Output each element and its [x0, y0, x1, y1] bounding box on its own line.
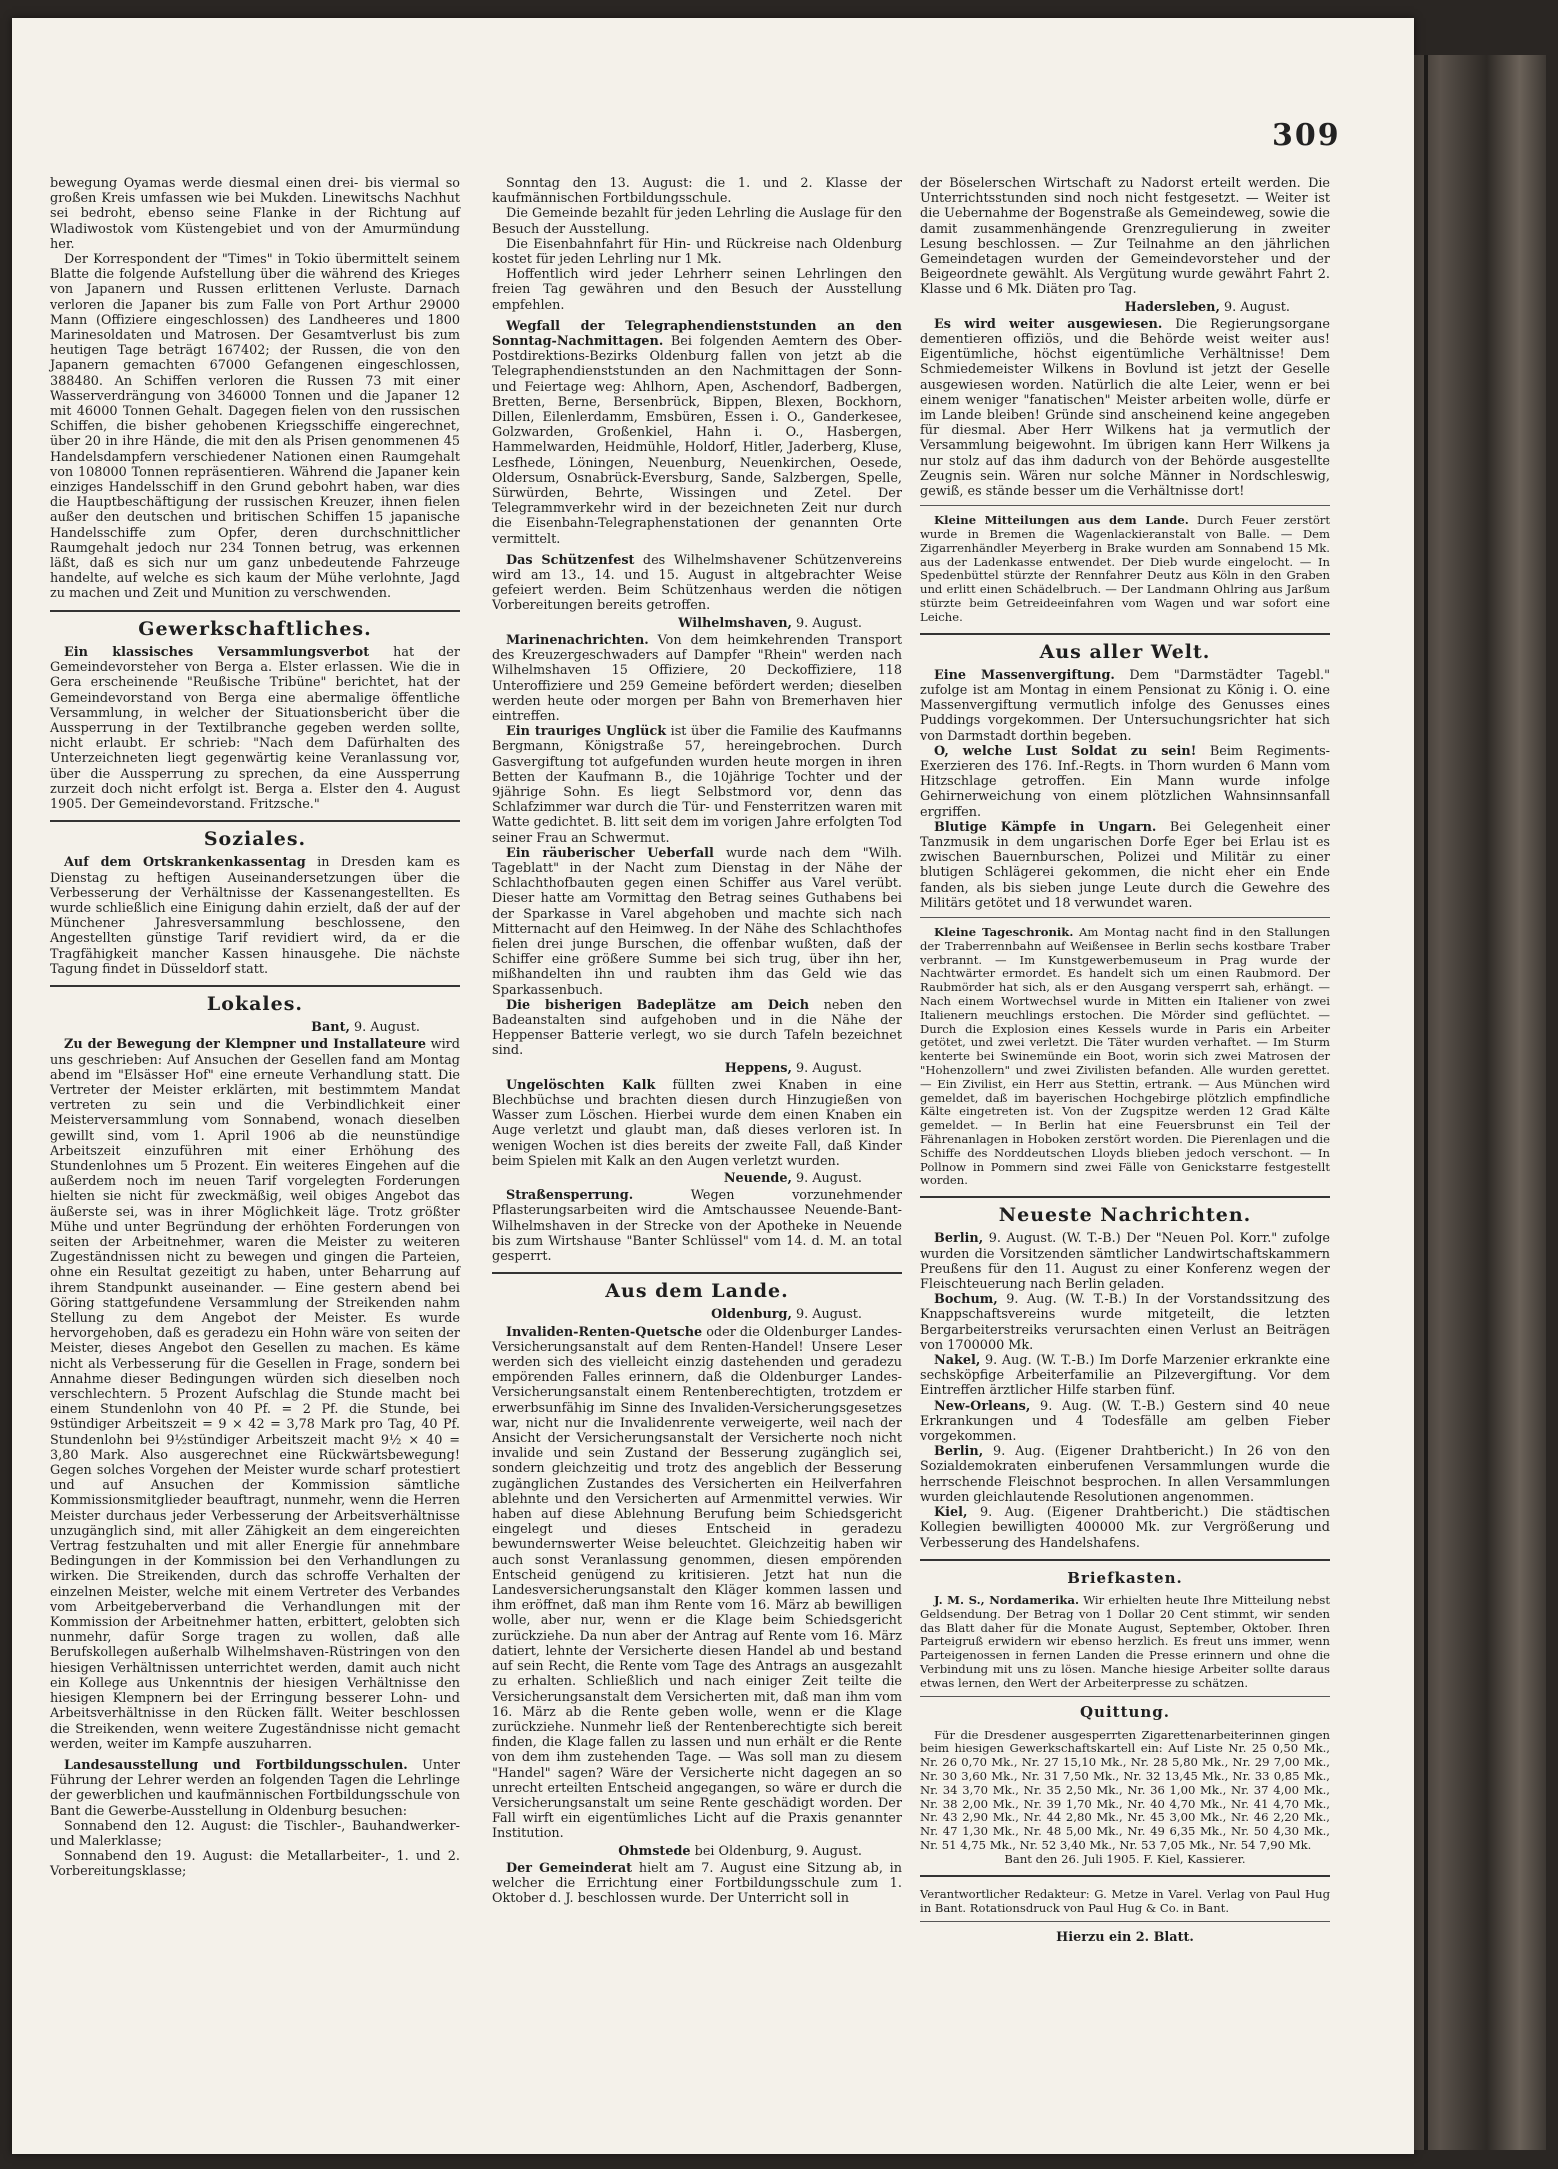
article-text: wird uns geschrieben: Auf Ansuchen der Gesellen fand am Montag abend im "Elsässer Hof" eine erneute Verhandlung statt. Die Vertreter der Meister erklärten, mit bestimmtem Mandat vertreten zu sein und die Verbindlichkeit einer Meisterversammlung vom Sonnabend, wonach dieselben gewillt sind, vom 1. April 1906 ab die neunstündige Arbeitszeit einzuführen mit einer Erhöhung des Stundenlohnes um 5 Prozent. Ein weiteres Eingehen auf die außerdem noch im neuen Tarif vorgelegten Forderungen hielten sie nicht für zweckmäßig, weil obiges Angebot das äußerste sei, was in ihrer Möglichkeit läge. Trotz größter Mühe und unter Begründung der erhöhten Forderungen von seiten der Arbeitnehmer, waren die Meister zu weiteren Zugeständnissen nicht zu bewegen und gingen die Parteien, ohne ein Resultat gezeitigt zu haben, unter Beharrung auf ihrem Standpunkt auseinander. — Eine gestern abend bei Göring stattgefundene Versammlung der Streikenden nahm Stellung zu dem Angebot der Meister. Es wurde hervorgehoben, daß es geradezu ein Hohn wäre von seiten der Meister, dieses Angebot den Gesellen zu machen. Es käme nicht als Verbesserung für die Gesellen in Frage, sondern bei Annahme dieser Bedingungen würden sich dieselben noch verschlechtern. 5 Prozent Aufschlag die Stunde macht bei einem Stundenlohn von 40 Pf. = 2 Pf. die Stunde, bei 9stündiger Arbeitszeit = 9 × 42 = 3,78 Mark pro Tag, 40 Pf. Stundenlohn bei 9½stündiger Arbeitszeit macht 9½ × 40 = 3,80 Mark. Also ausgerechnet eine Rückwärtsbewegung! Gegen solches Vorgehen der Meister wurde scharf protestiert und auf Ansuchen der Kommission sämtliche Kommissionsmitglieder beauftragt, nunmehr, wenn die Herren Meister durchaus jeder Verbesserung der Arbeitsverhältnisse unzugänglich sind, mit aller Zähigkeit an dem eingereichten Vertrag festzuhalten und mit aller Energie für annehmbare Bedingungen in der Kommission bei den Verhandlungen zu wirken. Die Streikenden, durch das schroffe Verhalten der einzelnen Meister, welche mit einem Vertreter des Verbandes vom Arbeitgeberverband die Verhandlungen mit der Kommission der Arbeitnehmer hatten, erbittert, gelobten sich nunmehr, dafür Sorge tragen zu wollen, daß alle Berufskollegen außerhalb Wilhelmshaven-Rüstringen von den hiesigen Verhältnissen unterrichtet werden, damit auch nicht ein Kollege aus Unkenntnis der hiesigen Verhältnisse den hiesigen Klempnern bei der Erringung besserer Lohn- und Arbeitsverhältnisse in den Rücken fällt. Weiter beschlossen die Streikenden, wenn weitere Zugeständnisse nicht gemacht werden, weiter im Kampfe auszuharren.: [50, 1037, 460, 1752]
dateline-date: 9. August.: [791, 1171, 862, 1186]
article-text: hielt am 7. August eine Sitzung ab, in welcher die Errichtung einer Fortbildungsschule zum 1. Oktober d. J. beschlossen wurde. Der Unterricht soll in: [492, 1860, 902, 1907]
article: [492, 998, 902, 1059]
article: [50, 855, 460, 977]
news-place: Berlin,: [934, 1231, 984, 1247]
article-text: Unter Führung der Lehrer werden an folgenden Tagen die Lehrlinge der gewerblichen und kaufmännischen Fortbildungsschule von Bant die Gewerbe-Ausstellung in Oldenburg besuchen:: [50, 1757, 460, 1819]
dateline-date: 9. August.: [791, 1307, 862, 1323]
dateline: [492, 1844, 902, 1859]
article: [492, 1861, 902, 1907]
article-keyword: Marinenachrichten.: [506, 632, 649, 648]
dateline-place: Bant,: [311, 1020, 350, 1036]
dateline-date: 9. August.: [1219, 299, 1290, 315]
news-place: Bochum,: [934, 1292, 998, 1308]
divider: [920, 633, 1330, 635]
section-heading-lokales: Lokales.: [206, 992, 304, 1015]
article-text: Wir erhielten heute Ihre Mitteilung nebst Geldsendung. Der Betrag von 1 Dollar 20 Cent stimmt, wir senden das Blatt daher für die Monate August, September, Oktober. Ihren Parteigruß erwidern wir ebenso herzlich. Es freut uns immer, wenn Parteigenossen in fernen Landen die Presse erinnern und ohne die Verbindung mit uns zu lösen. Manche hiesige Arbeiter sollte daraus etwas lernen, den Wert der Arbeiterpresse zu schätzen.: [920, 1592, 1330, 1690]
article-keyword: Zu der Bewegung der Klempner und Installateure: [64, 1037, 427, 1053]
news-item: [920, 1353, 1330, 1399]
news-text: 9. Aug. (W. T.-B.) Im Dorfe Marzenier erkrankte eine sechsköpfige Arbeiterfamilie an Pilzevergiftung. Vor dem Eintreffen ärztlicher Hilfe starben fünf.: [920, 1353, 1330, 1399]
news-text: 9. Aug. (Eigener Drahtbericht.) Die städtischen Kollegien bewilligten 400000 Mk. zur Vergrößerung und Verbesserung des Handelshafens.: [920, 1505, 1330, 1551]
supplement-note: Hierzu ein 2. Blatt.: [1056, 1929, 1194, 1945]
page-number: 309: [1272, 118, 1341, 153]
article: [920, 317, 1330, 499]
article: [920, 1594, 1330, 1691]
article-keyword: Der Gemeinderat: [506, 1860, 633, 1876]
article: [492, 1078, 902, 1169]
article-keyword: Blutige Kämpfe in Ungarn.: [934, 819, 1157, 835]
article-text: des Wilhelmshavener Schützenvereins wird am 13., 14. und 15. August in altgebrachter Weise gefeiert werden. Beim Schützenhaus werden die nötigen Vorbereitungen bereits getroffen.: [492, 552, 902, 614]
article-keyword: Kleine Mitteilungen aus dem Lande.: [934, 513, 1189, 528]
dateline-date: 9. August.: [349, 1020, 420, 1036]
article-text: Bei folgenden Aemtern des Ober-Postdirektions-Bezirks Oldenburg fallen von jetzt ab die Telegraphendienststunden an den Nachmittagen der Sonn- und Feiertage weg: Ahlhorn, Apen, Aschendorf, Badbergen, Bretten, Berne, Bersenbrück, Bippen, Blexen, Bockhorn, Dillen, Eilenlerdamm, Emsbüren, Essen i. O., Ganderkesee, Golzwarden, Großenkiel, Hahn i. O., Hasbergen, Hammelwarden, Heidmühle, Holdorf, Hitler, Jaderberg, Kluse, Lesfhede, Löningen, Neuenburg, Neuenkirchen, Oesede, Oldersum, Osnabrück-Eversburg, Sande, Salzbergen, Spelle, Sürwürden, Behrte, Wissingen und Zetel. Der Telegrammverkehr wird in der bezeichneten Zeit nur durch die Eisenbahn-Telegraphenstationen der genannten Orte vermittelt.: [492, 334, 902, 547]
article-keyword: Das Schützenfest: [506, 552, 635, 568]
article-keyword: Auf dem Ortskrankenkassentag: [64, 855, 306, 871]
news-text: 9. Aug. (W. T.-B.) In der Vorstandssitzung des Knappschaftsvereins wurde mitgeteilt, die letzten Bergarbeiterstreiks verursachten einen Verlust an Beiträgen von 1700000 Mk.: [920, 1292, 1330, 1353]
article-text: Durch Feuer zerstört wurde in Bremen die Wagenlackieranstalt von Balle. — Dem Zigarrenhändler Meyerberg in Brake wurden am Sonnabend 15 Mk. aus der Ladenkasse entwendet. Der Dieb wurde eingelocht. — In Spedenbüttel stürzte der Rennfahrer Deutz aus Köln in den Graben und erlitt einen Schädelbruch. — Der Landmann Ohlring aus Jarßum stürzte beim Getreideeinfahren vom Wagen und war sofort eine Leiche.: [920, 513, 1330, 624]
article-text: Die Regierungsorgane dementieren offiziös, und die Behörde weist weiter aus! Eigentümliche, höchst eigentümliche Verhältnisse! Dem Schmiedemeister Wilkens in Bovlund ist jetzt der Geselle ausgewiesen worden. Natürlich die alte Leier, wenn er bei einem weniger "fanatischen" Meister arbeiten wolle, dürfe er im Lande bleiben! Gründe sind anscheinend keine angegeben für diesmal. Aber Herr Wilkens hat ja vermutlich der Versammlung beigewohnt. Im übrigen kann Herr Wilkens ja nur stolz auf das ihm dadurch von der Behörde ausgestellte Zeugnis sein. Wären nur solche Männer in Nordschleswig, gewiß, es stände besser um die Verhältnisse dort!: [920, 316, 1330, 500]
divider: [50, 820, 460, 822]
section-heading-gewerkschaftliches: Gewerkschaftliches.: [138, 617, 372, 640]
divider: [920, 1921, 1330, 1922]
article: [492, 1188, 902, 1264]
paragraph: Sonnabend den 19. August: die Metallarbeiter-, 1. und 2. Vorbereitungsklasse;: [50, 1849, 460, 1880]
article: [920, 820, 1330, 911]
article-keyword: O, welche Lust Soldat zu sein!: [934, 743, 1197, 759]
article-text: in Dresden kam es Dienstag zu heftigen Auseinandersetzungen über die Verbesserung der Verhältnisse der Kassenangestellten. Es wurde schließlich eine Einigung dahin erzielt, daß der auf der Münchener Jahresversammlung beschlossene, den Angestellten günstige Tarif revidiert wird, da er die Tragfähigkeit mancher Kassen hinausgehe. Die nächste Tagung findet in Düsseldorf statt.: [50, 855, 460, 977]
article-keyword: Die bisherigen Badeplätze am Deich: [506, 997, 810, 1013]
article-text: neben den Badeanstalten sind aufgehoben und in die Nähe der Heppenser Batterie verlegt, wo sie durch Tafeln bezeichnet sind.: [492, 997, 902, 1059]
divider: [920, 1875, 1330, 1877]
news-item: [920, 1444, 1330, 1505]
dateline-place: Neuende,: [723, 1171, 792, 1186]
article: [492, 846, 902, 998]
article: [492, 724, 902, 846]
dateline: [920, 300, 1330, 315]
section-heading-soziales: Soziales.: [203, 828, 307, 851]
dateline-place: Oldenburg,: [711, 1307, 792, 1323]
news-item: [920, 1231, 1330, 1292]
dateline-date: bei Oldenburg, 9. August.: [690, 1843, 862, 1859]
article: [492, 319, 902, 547]
section-heading-aus-aller-welt: Aus aller Welt.: [1039, 640, 1211, 663]
divider: [492, 1272, 902, 1274]
article: [920, 744, 1330, 820]
dateline: [492, 1061, 902, 1076]
paragraph: Sonntag den 13. August: die 1. und 2. Klasse der kaufmännischen Fortbildungsschule.: [492, 176, 902, 207]
article-text: Wegen vorzunehmender Pflasterungsarbeiten wird die Amtschaussee Neuende-Bant-Wilhelmshaven in der Strecke von der Apotheke in Neuende bis zum Wirtshause "Banter Schlüssel" vom 14. d. M. an total gesperrt.: [492, 1188, 902, 1265]
article-text: oder die Oldenburger Landes-Versicherungsanstalt auf dem Renten-Handel! Unsere Leser werden sich des vielleicht einzig dastehenden und geradezu empörenden Falles erinnern, daß die Oldenburger Landes-Versicherungsanstalt einem Rentenberechtigten, trotzdem er erwerbsunfähig im Sinne des Invaliden-Versicherungsgesetzes war, nicht nur die Invalidenrente verweigerte, weil nach der Ansicht der Versicherungsanstalt der Versicherte noch nicht invalide und sein Zustand der Besserung zugänglich sei, sondern gleichzeitig und trotz des angeblich der Besserung zugänglichen Zustandes des Versicherten ein Heilverfahren ablehnte und den Versicherten auf Armenmittel verwies. Wir haben auf diese Ablehnung Berufung beim Schiedsgericht eingelegt und dieses Entscheid in geradezu bewundernswerter Weise beleuchtet. Gleichzeitig haben wir auch sonst Veranlassung genommen, diesen empörenden Entscheid genügend zu kritisieren. Jetzt hat nun die Landesversicherungsanstalt den Kläger kommen lassen und ihm eröffnet, daß man ihm Rente vom 16. März ab bewilligen wolle, aber nur, wenn er die Klage beim Schiedsgericht zurückziehe. Da nun aber der Antrag auf Rente vom 16. März datiert, lehnte der Versicherte diesen Handel ab und bestand auf sein Recht, die Rente vom Tage des Antrags an ausgezahlt zu erhalten. Schließlich und nach einiger Zeit teilte die Versicherungsanstalt dem Versicherten mit, daß man ihm vom 16. März ab die Rente geben wolle, wenn er die Klage zurückziehe. Nunmehr ließ der Rentenberechtigte sich bereit finden, die Klage fallen zu lassen und nun erhält er die Rente von dem ihm zustehenden Tage. — Was soll man zu diesem "Handel" sagen? Wäre der Versicherte nicht dagegen an so unrecht erteilten Entscheid angegangen, so wäre er durch die Versicherungsanstalt um seine Rente geschädigt worden. Der Fall wirft ein eigentümliches Licht auf die Praxis genannter Institution.: [492, 1324, 902, 1842]
article-keyword: J. M. S., Nordamerika.: [934, 1592, 1079, 1607]
newspaper-page: [12, 18, 1414, 2154]
news-item: [920, 1505, 1330, 1551]
divider: [920, 917, 1330, 918]
divider: [920, 1559, 1330, 1561]
article: [492, 1325, 902, 1842]
dateline-place: Wilhelmshaven,: [678, 615, 792, 631]
column-1: [50, 176, 460, 1880]
receipt-text: Für die Dresdener ausgesperrten Zigarettenarbeiterinnen gingen beim hiesigen Gewerkschaftskartell ein: Auf Liste Nr. 25 0,50 Mk., Nr. 26 0,70 Mk., Nr. 27 15,10 Mk., Nr. 28 5,80 Mk., Nr. 29 7,00 Mk., Nr. 30 3,60 Mk., Nr. 31 7,50 Mk., Nr. 32 13,45 Mk., Nr. 33 0,85 Mk., Nr. 34 3,70 Mk., Nr. 35 2,50 Mk., Nr. 36 1,00 Mk., Nr. 37 4,00 Mk., Nr. 38 2,00 Mk., Nr. 39 1,70 Mk., Nr. 40 4,70 Mk., Nr. 41 4,70 Mk., Nr. 43 2,90 Mk., Nr. 44 2,80 Mk., Nr. 45 3,00 Mk., Nr. 46 2,20 Mk., Nr. 47 1,30 Mk., Nr. 48 5,00 Mk., Nr. 49 6,35 Mk., Nr. 50 4,30 Mk., Nr. 51 4,75 Mk., Nr. 52 3,40 Mk., Nr. 53 7,05 Mk., Nr. 54 7,90 Mk.: [920, 1727, 1330, 1853]
section-heading-aus-dem-lande: Aus dem Lande.: [605, 1280, 789, 1303]
article: [50, 645, 460, 812]
article: [920, 926, 1330, 1188]
article: [50, 1037, 460, 1752]
book-binding: [1414, 55, 1546, 2150]
article-keyword: Invaliden-Renten-Quetsche: [506, 1324, 703, 1340]
paragraph: Die Gemeinde bezahlt für jeden Lehrling die Auslage für den Besuch der Ausstellung.: [492, 206, 902, 237]
article-keyword: Straßensperrung.: [506, 1188, 634, 1204]
article-keyword: Ein klassisches Versammlungsverbot: [64, 644, 370, 660]
paragraph: Der Korrespondent der "Times" in Tokio übermittelt seinem Blatte die folgende Aufstellung über die während des Krieges von Japanern und Russen erlittenen Verluste. Darnach verloren die Japaner bis zum Falle von Port Arthur 29000 Mann (Offiziere eingeschlossen) des Landheeres und 1800 Marinesoldaten und Matrosen. Der Gesamtverlust bis zum heutigen Tage beträgt 167402; der Russen, die von den Japanern gemachten 67000 Gefangenen eingeschlossen, 388480. An Schiffen verloren die Russen 73 mit einer Wasserverdrängung von 346000 Tonnen und die Japaner 12 mit 46000 Tonnen Gehalt. Dagegen fielen von den russischen Schiffen, die bisher gehobenen Kriegsschiffe eingerechnet, über 20 in ihre Hände, die mit den als Prisen genommenen 45 Handelsdampfern verschiedener Nationen einen Raumgehalt von 108000 Tonnen repräsentieren. Während die Japaner kein einziges Handelsschiff in den Grund gebohrt haben, war dies die Hauptbeschäftigung der russischen Kreuzer, ihnen fielen außer den deutschen und britischen Schiffen 15 japanische Handelsschiffe zum Opfer, deren durchschnittlicher Raumgehalt jedoch nur 234 Tonnen betrug, was erkennen läßt, daß es sich nur um ganz unbedeutende Fahrzeuge handelte, auf welche es sich kaum der Mühe verlohnte, Jagd zu machen und Zeit und Munition zu verschwenden.: [50, 252, 460, 602]
article: [920, 514, 1330, 624]
section-heading-quittung: Quittung.: [1079, 1703, 1171, 1722]
article-keyword: Ein trauriges Unglück: [506, 724, 667, 740]
article-text: hat der Gemeindevorsteher von Berga a. Elster erlassen. Wie die in Gera erscheinende "Reußische Tribüne" berichtet, hat der Gemeindevorstand von Berga eine abermalige öffentliche Versammlung, in welcher der Situationsbericht über die Aussperrung in der Textilbranche gegeben werden sollte, nicht erlaubt. Er schrieb: "Nach dem Dafürhalten des Unterzeichneten liegt gegenwärtig keine Veranlassung vor, über die Aussperrung zu sprechen, da eine Aussperrung zurzeit doch nicht erfolgt ist. Berga a. Elster den 4. August 1905. Der Gemeindevorstand. Fritzsche.": [50, 644, 460, 812]
column-3: [920, 176, 1330, 1945]
article-text: füllten zwei Knaben in eine Blechbüchse und brachten diesen durch Hinzugießen von Wasser zum Löschen. Hierbei wurde dem einen Knaben ein Auge verletzt und glaubt man, daß dieses verloren ist. In wenigen Wochen ist dies bereits der zweite Fall, daß Kinder beim Spielen mit Kalk an den Augen verletzt wurden.: [492, 1077, 902, 1169]
article: [920, 668, 1330, 744]
article: [50, 1758, 460, 1819]
section-heading-briefkasten: Briefkasten.: [1067, 1568, 1183, 1587]
article-text: wurde nach dem "Wilh. Tageblatt" in der Nacht zum Dienstag in der Nähe der Schlachthofbauten gegen einen Schiffer aus Varel verübt. Dieser hatte am Vormittag den Betrag seines Guthabens bei der Sparkasse in Varel abgehoben und machte sich nach Mitternacht auf den Heimweg. In der Nähe des Schlachthofes fielen drei junge Burschen, die offenbar wußten, daß der Schiffer eine größere Summe bei sich trug, über ihn her, mißhandelten ihn und raubten ihm das Geld wie das Sparkassenbuch.: [492, 845, 902, 998]
divider: [920, 1696, 1330, 1697]
article: [492, 553, 902, 614]
article-keyword: Es wird weiter ausgewiesen.: [934, 316, 1163, 332]
news-text: 9. August. (W. T.-B.) Der "Neuen Pol. Korr." zufolge wurden die Vorsitzenden sämtlicher Landwirtschaftskammern Preußens für den 11. August zu einer Konferenz wegen der Fleischteuerung nach Berlin geladen.: [920, 1231, 1330, 1293]
dateline-place: Hadersleben,: [1124, 299, 1220, 315]
article-text: ist über die Familie des Kaufmanns Bergmann, Königstraße 57, hereingebrochen. Durch Gasvergiftung tot aufgefunden wurden heute morgen in ihren Betten der Kaufmann B., die 10jährige Tochter und der 9jährige Sohn. Es liegt Selbstmord vor, denn das Schlafzimmer war durch die Tür- und Fensterritzen waren mit Watte gedichtet. B. litt seit dem im vorigen Jahre erfolgten Tod seiner Frau an Schwermut.: [492, 724, 902, 846]
dateline: [50, 1020, 460, 1035]
article-keyword: Kleine Tageschronik.: [934, 925, 1074, 940]
news-place: New-Orleans,: [934, 1398, 1031, 1414]
dateline-place: Ohmstede: [618, 1843, 691, 1859]
divider: [50, 610, 460, 612]
article-text: Dem "Darmstädter Tagebl." zufolge ist am Montag in einem Pensionat zu König i. O. eine Massenvergiftung vermutlich infolge des Genusses eines Puddings vorgekommen. Der Untersuchungsrichter hat sich von Darmstadt dorthin begeben.: [920, 667, 1330, 744]
news-item: [920, 1292, 1330, 1353]
article-text: Am Montag nacht find in den Stallungen der Traberrennbahn auf Weißensee in Berlin sechs kostbare Traber verbrannt. — Im Kunstgewerbemuseum in Prag wurde der Nachtwärter ermordet. Es handelt sich um einen Raubmord. Der Raubmörder hat sich, als er den Ausgang versperrt sah, erhängt. — Nach einem Wortwechsel wurde in Mitten ein Italiener von zwei Italienern meuchlings erstochen. Die Mörder sind geflüchtet. — Durch die Explosion eines Kessels wurde in Paris ein Arbeiter getötet, und zwei verletzt. Die Täter wurden verhaftet. — Im Sturm kenterte bei Swinemünde ein Boot, worin sich zwei Matrosen der "Hohenzollern" und zwei Zivilisten befanden. Alle wurden gerettet. — Ein Zivilist, ein Herr aus Stettin, ertrank. — Aus München wird gemeldet, daß im bayerischen Hochgebirge plötzlich empfindliche Kälte eingetreten ist. Von der Zugspitze werden 12 Grad Kälte gemeldet. — In Berlin hat eine Feuersbrunst ein Teil der Fährenanlagen in Hoboken zerstört worden. Die Pierenlagen und die Schiffe des Norddeutschen Lloyds blieben jedoch verschont. — In Pollnow in Pommern sind zwei Fälle von Genickstarre festgestellt worden.: [920, 925, 1330, 1188]
news-place: Kiel,: [934, 1505, 968, 1521]
article: [492, 633, 902, 724]
article-text: Bei Gelegenheit einer Tanzmusik in dem ungarischen Dorfe Eger bei Erlau ist es zwischen Bauernburschen, Polizei und Militär zu einer blutigen Schlägerei gekommen, die nicht eher ein Ende fanden, als bis sieben junge Leute durch die Gewehre des Militärs getötet und 18 verwundet waren.: [920, 819, 1330, 911]
column-2: [492, 176, 902, 1906]
divider: [920, 1196, 1330, 1198]
paragraph: bewegung Oyamas werde diesmal einen drei- bis viermal so großen Kreis umfassen wie bei Mukden. Linewitschs Nachhut sei bedroht, ebenso seine Flanke in der Richtung auf Wladiwostok vom Küstengebiet und von der Amurmündung her.: [50, 176, 460, 252]
dateline-date: 9. August.: [791, 1060, 862, 1076]
paragraph: Sonnabend den 12. August: die Tischler-, Bauhandwerker- und Malerklasse;: [50, 1818, 460, 1849]
article-keyword: Ein räuberischer Ueberfall: [506, 845, 714, 861]
news-place: Berlin,: [934, 1444, 984, 1460]
article-keyword: Wegfall der Telegraphendienststunden an den Sonntag-Nachmittagen.: [492, 318, 902, 350]
imprint: Verantwortlicher Redakteur: G. Metze in Varel. Verlag von Paul Hug in Bant. Rotationsdruck von Paul Hug & Co. in Bant.: [920, 1886, 1330, 1915]
dateline-place: Heppens,: [724, 1060, 792, 1076]
dateline: [492, 616, 902, 631]
dateline: [492, 1307, 902, 1322]
article-text: Beim Regiments-Exerzieren des 176. Inf.-Regts. in Thorn wurden 6 Mann vom Hitzschlage getroffen. Ein Mann wurde infolge Gehirnerweichung von einem plötzlichen Wahnsinnsanfall ergriffen.: [920, 743, 1330, 820]
divider: [50, 985, 460, 987]
article-keyword: Eine Massenvergiftung.: [934, 667, 1115, 683]
section-heading-neueste-nachrichten: Neueste Nachrichten.: [998, 1204, 1252, 1227]
news-place: Nakel,: [934, 1353, 981, 1369]
receipt-signature: Bant den 26. Juli 1905. F. Kiel, Kassierer.: [1004, 1851, 1246, 1866]
news-item: [920, 1399, 1330, 1445]
divider: [920, 505, 1330, 506]
news-text: 9. Aug. (W. T.-B.) Gestern sind 40 neue Erkrankungen und 4 Todesfälle am gelben Fieber vorgekommen.: [920, 1398, 1330, 1445]
dateline-date: 9. August.: [791, 615, 862, 631]
article-keyword: Landesausstellung und Fortbildungsschulen.: [64, 1757, 408, 1773]
paragraph: der Böselerschen Wirtschaft zu Nadorst erteilt werden. Die Unterrichtsstunden sind noch nicht festgesetzt. — Weiter ist die Uebernahme der Bogenstraße als Gemeindeweg, sowie die damit zusammenhängende Grenzregulierung in zweiter Lesung beschlossen. — Zur Teilnahme an den jährlichen Gemeindetagen wurden der Gemeindevorsteher und der Beigeordnete gewählt. Als Vergütung wurde gewährt Fahrt 2. Klasse und 6 Mk. Diäten pro Tag.: [920, 176, 1330, 298]
article-keyword: Ungelöschten Kalk: [506, 1077, 656, 1093]
article-text: Von dem heimkehrenden Transport des Kreuzergeschwaders auf Dampfer "Rhein" werden nach Wilhelmshaven 15 Offiziere, 20 Deckoffiziere, 118 Unteroffiziere und 259 Gemeine befördert werden; dieselben werden heute oder morgen per Bahn von Bremerhaven hier eintreffen.: [492, 632, 902, 724]
paragraph: Hoffentlich wird jeder Lehrherr seinen Lehrlingen den freien Tag gewähren und den Besuch der Ausstellung empfehlen.: [492, 267, 902, 313]
news-text: 9. Aug. (Eigener Drahtbericht.) In 26 von den Sozialdemokraten einberufenen Versammlungen wurde die herrschende Fleischnot besprochen. In allen Versammlungen wurden gleichlautende Resolutionen angenommen.: [920, 1444, 1330, 1505]
paragraph: Die Eisenbahnfahrt für Hin- und Rückreise nach Oldenburg kostet für jeden Lehrling nur 1 Mk.: [492, 236, 902, 268]
dateline: [492, 1171, 902, 1186]
